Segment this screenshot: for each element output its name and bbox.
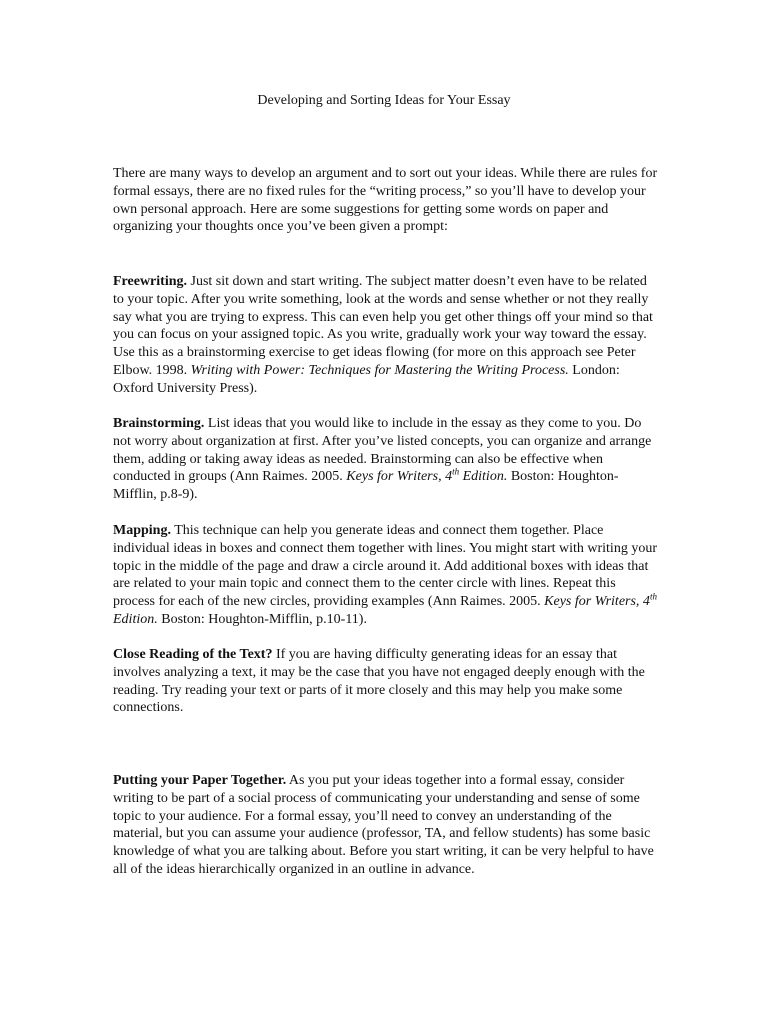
brainstorming-tail: Boston: Houghton-Mifflin, p.8-9). [113, 469, 619, 503]
freewriting-tail: London: Oxford University Press). [113, 362, 620, 396]
putting-together-paragraph [113, 772, 661, 879]
mapping-citation-edition: Edition. [113, 611, 158, 627]
brainstorming-citation-edition: Edition. [459, 469, 508, 485]
mapping-heading: Mapping. [113, 523, 171, 538]
brainstorming-citation [346, 466, 508, 485]
freewriting-text: Just sit down and start writing. The subject matter doesn’t even have to be related to your topic. After you write something, look at the words and sense whether or not they really say what you are trying to express. This can even help you get other things off your mind so that you can focus on your assigned topic. As you write, gradually work your way toward the essay. Use this as a brainstorming exercise to get ideas flowing (for more on this approach see Peter Elbow. 1998. [113, 274, 653, 378]
mapping-paragraph [113, 522, 661, 629]
freewriting-citation: Writing with Power: Techniques for Mastering the Writing Process. [190, 362, 569, 378]
mapping-tail: Boston: Houghton-Mifflin, p.10-11). [157, 611, 367, 627]
close-reading-text: If you are having difficulty generating ideas for an essay that involves analyzing a text, it may be the case that you have not engaged deeply enough with the reading. Try reading your text or parts of it more closely and this may help you make some connections. [113, 647, 645, 716]
mapping-text: This technique can help you generate ideas and connect them together. Place individual ideas in boxes and connect them together with lines. You might start with writing your topic in the middle of the page and draw a circle around it. Add additional boxes with ideas that are related to your main topic and connect them to the center circle with lines. Repeat this process for each of the new circles, providing examples (Ann Raimes. 2005. [113, 523, 657, 610]
close-reading-heading: Close Reading of the Text? [113, 647, 273, 662]
brainstorming-citation-title: Keys for Writers, 4 [346, 469, 453, 485]
brainstorming-heading: Brainstorming. [113, 416, 205, 431]
putting-together-text: As you put your ideas together into a formal essay, consider writing to be part of a social process of communicating your understanding and sense of some topic to your audience. For a formal essay, you’ll need to convey an understanding of the material, but you can assume your audience (professor, TA, and fellow students) has some basic knowledge of what you are talking about. Before you start writing, it can be very helpful to have all of the ideas hierarchically organized in an outline in advance. [113, 773, 654, 877]
document-title: Developing and Sorting Ideas for Your Essay [257, 93, 511, 108]
freewriting-paragraph [113, 273, 661, 398]
brainstorming-citation-sup: th [452, 466, 460, 477]
mapping-citation-title: Keys for Writers, 4 [544, 594, 650, 610]
freewriting-heading: Freewriting. [113, 274, 187, 289]
intro-paragraph: There are many ways to develop an argument and to sort out your ideas. While there are rules for formal essays, there are no fixed rules for the “writing process,” so you’ll have to develop your own personal approach. Here are some suggestions for getting some words on paper and organizing your thoughts once you’ve been given a prompt: [113, 166, 658, 235]
brainstorming-paragraph [113, 415, 661, 504]
mapping-citation-sup: th [649, 591, 657, 602]
putting-together-heading: Putting your Paper Together. [113, 773, 287, 788]
close-reading-paragraph [113, 646, 661, 717]
brainstorming-text: List ideas that you would like to include in the essay as they come to you. Do not worry about organization at first. After you’ve listed concepts, you can organize and arrange them, adding or taking away ideas as needed. Brainstorming can also be effective when conducted in groups (Ann Raimes. 2005. [113, 416, 652, 485]
